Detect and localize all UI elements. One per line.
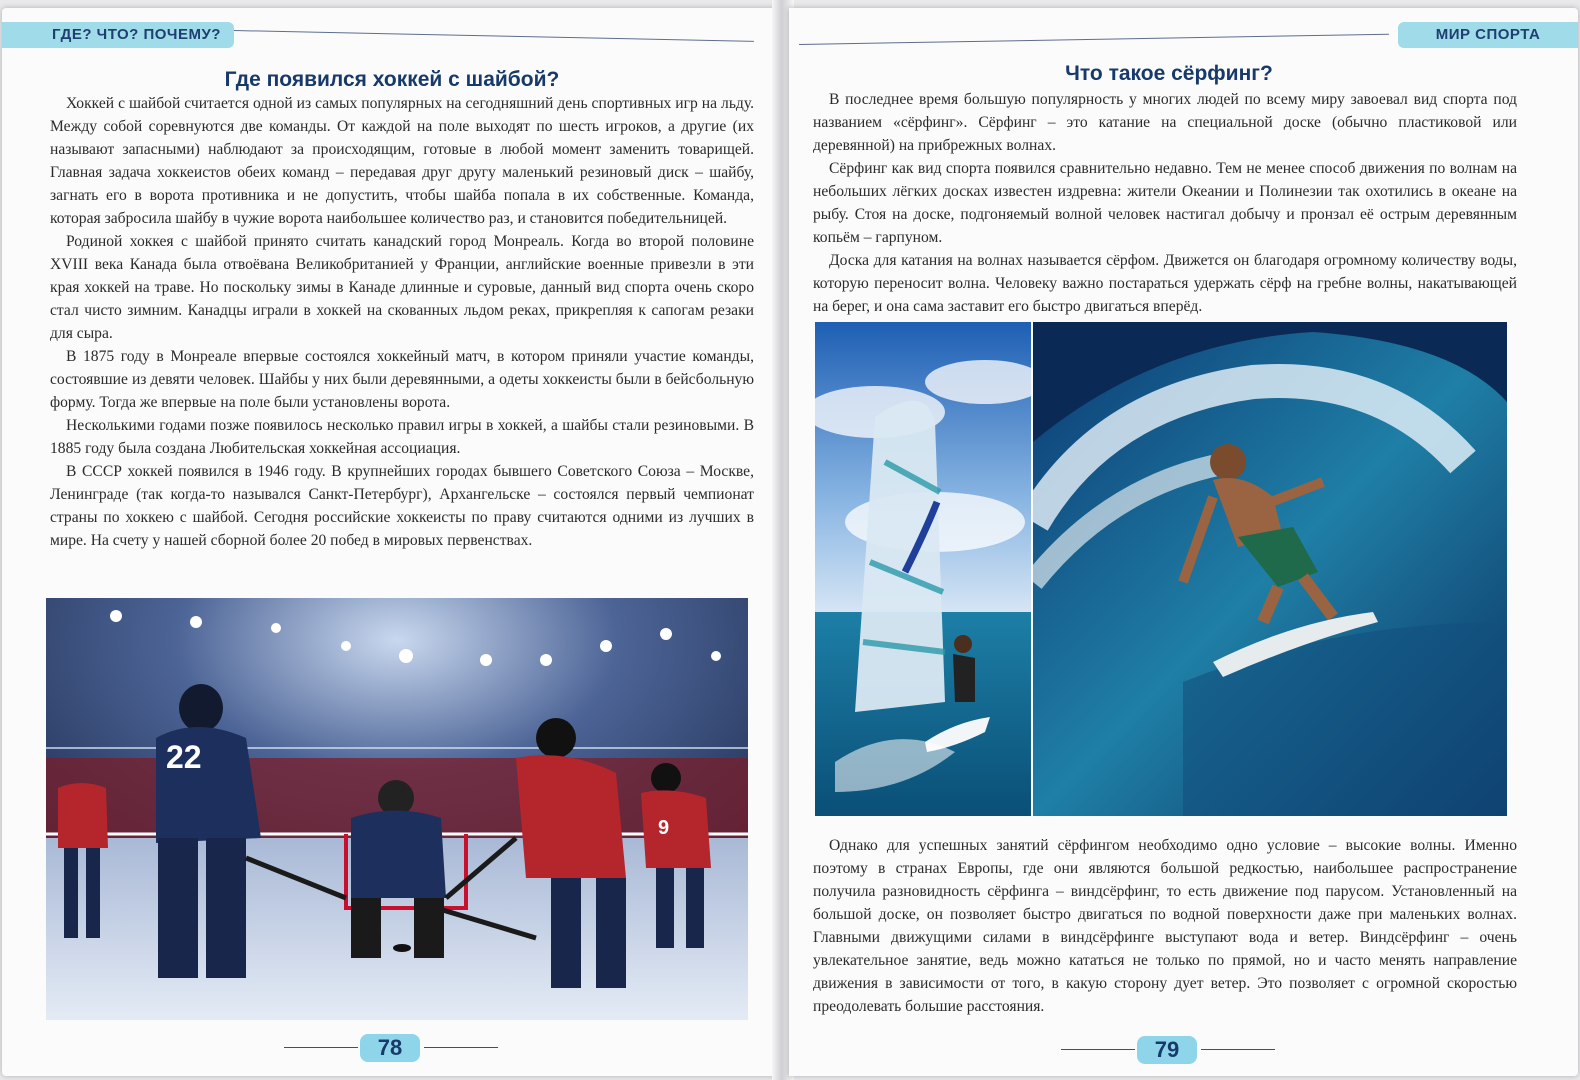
paragraph: Родиной хоккея с шайбой принято считать канадский город Монреаль. Когда во второй половине XVIII века Канада была отвоёвана Великобританией у Франции, английские военные привезли в эти края хоккей на траве. Но поскольку зимы в Канаде длинные и суровые, данный вид спорта очень скоро стал чисто зимним. Канадцы играли в хоккей на скованных льдом реках, прикрепляя к сапогам резаки для сыра. <box>50 233 754 342</box>
jersey-number-9: 9 <box>658 817 670 839</box>
windsurfing-illustration <box>815 322 1031 816</box>
section-header-tab: МИР СПОРТА <box>1398 22 1578 48</box>
puck <box>393 944 411 952</box>
surfing-photo <box>1033 322 1507 816</box>
page-number: 78 <box>360 1034 420 1062</box>
left-page <box>2 8 777 1076</box>
paragraph: В последнее время большую популярность у многих людей по всему миру завоевал вид спорта под названием «сёрфинг». Сёрфинг – это катание на специальной доске (обычно пластиковой или деревянной) на прибрежных волнах. <box>813 91 1517 154</box>
right-page <box>789 8 1578 1076</box>
paragraph: Несколькими годами позже появилось несколько правил игры в хоккей, а шайбы стали резиновыми. В 1885 году была создана Любительская хоккейная ассоциация. <box>50 417 754 457</box>
surfing-illustration <box>1033 322 1507 816</box>
paragraph: В 1875 году в Монреале впервые состоялся хоккейный матч, в котором приняли участие команды, состоявшие из девяти человек. Шайбы у них были деревянными, а одеты хоккеисты были в бейсбольную форму. Тогда же впервые на поле были установлены ворота. <box>50 348 754 411</box>
header-rule <box>799 34 1389 45</box>
article-body-top <box>813 88 1517 318</box>
hockey-photo <box>46 598 748 1020</box>
paragraph: Хоккей с шайбой считается одной из самых популярных на сегодняшний день спортивных игр на льду. Между собой соревнуются две команды. От каждой на поле выходят по шесть игроков, а другие (их называют запасными) наблюдают за происходящим, готовые в любой момент заменить товарищей. Главная задача хоккеистов обеих команд – передавая друг другу маленький резиновый диск – шайбу, загнать его в ворота противника и не допустить, чтобы шайба попала в их собственные. Команда, которая забросила шайбу в чужие ворота наибольшее количество раз, и становится победительницей. <box>50 95 754 227</box>
page-number: 79 <box>1137 1036 1197 1064</box>
article-body <box>50 92 754 552</box>
paragraph: В СССР хоккей появился в 1946 году. В крупнейших городах бывшего Советского Союза – Москве, Ленинграде (так когда-то назывался Санкт-Петербург), Архангельске – состоялся первый чемпионат страны по хоккею с шайбой. Сегодня российские хоккеисты по праву считаются одними из лучших в мире. На счету у нашей сборной более 20 побед в мировых первенствах. <box>50 463 754 549</box>
article-body-bottom <box>813 834 1517 1018</box>
article-title: Что такое сёрфинг? <box>1065 62 1273 85</box>
paragraph: Доска для катания на волнах называется сёрфом. Движется он благодаря огромному количеству воды, которую переносит волна. Человеку важно постараться удержать сёрф на гребне волны, накатывающей на берег, и она сама заставит его быстро двигаться вперёд. <box>813 252 1517 315</box>
section-header-tab: ГДЕ? ЧТО? ПОЧЕМУ? <box>2 22 234 48</box>
page-number-rule-left <box>1061 1049 1135 1050</box>
jersey-number-22: 22 <box>166 739 202 775</box>
page-number-rule-right <box>1201 1049 1275 1050</box>
page-number-rule-left <box>284 1047 358 1048</box>
header-rule <box>234 30 754 42</box>
paragraph: Сёрфинг как вид спорта появился сравнительно недавно. Тем не менее способ движения по волнам на небольших лёгких досках известен издревна: жители Океании и Полинезии так охотились в океане на рыбу. Стоя на доске, подгоняемый волной человек настигал добычу и пронзал её острым деревянным копьём – гарпуном. <box>813 160 1517 246</box>
paragraph: Однако для успешных занятий сёрфингом необходимо одно условие – высокие волны. Именно поэтому в странах Европы, где они являются большой редкостью, наибольшее распространение получила разновидность сёрфинга – виндсёрфинг, то есть движение под парусом. Установленный на большой доске, он позволяет быстро двигаться по водной поверхности даже при маленьких волнах. Главными движущими силами в виндсёрфинге выступают вода и ветер. Виндсёрфинг – очень увлекательное занятие, ведь можно кататься не только по прямой, но и часто менять направление движения в зависимости от того, в какую сторону дует ветер. Это позволяет с огромной скоростью преодолевать большие расстояния. <box>813 837 1517 1015</box>
article-title: Где появился хоккей с шайбой? <box>224 68 560 91</box>
windsurfer <box>954 635 972 653</box>
windsurfing-photo <box>815 322 1031 816</box>
page-number-rule-right <box>424 1047 498 1048</box>
hockey-illustration <box>46 598 748 1020</box>
